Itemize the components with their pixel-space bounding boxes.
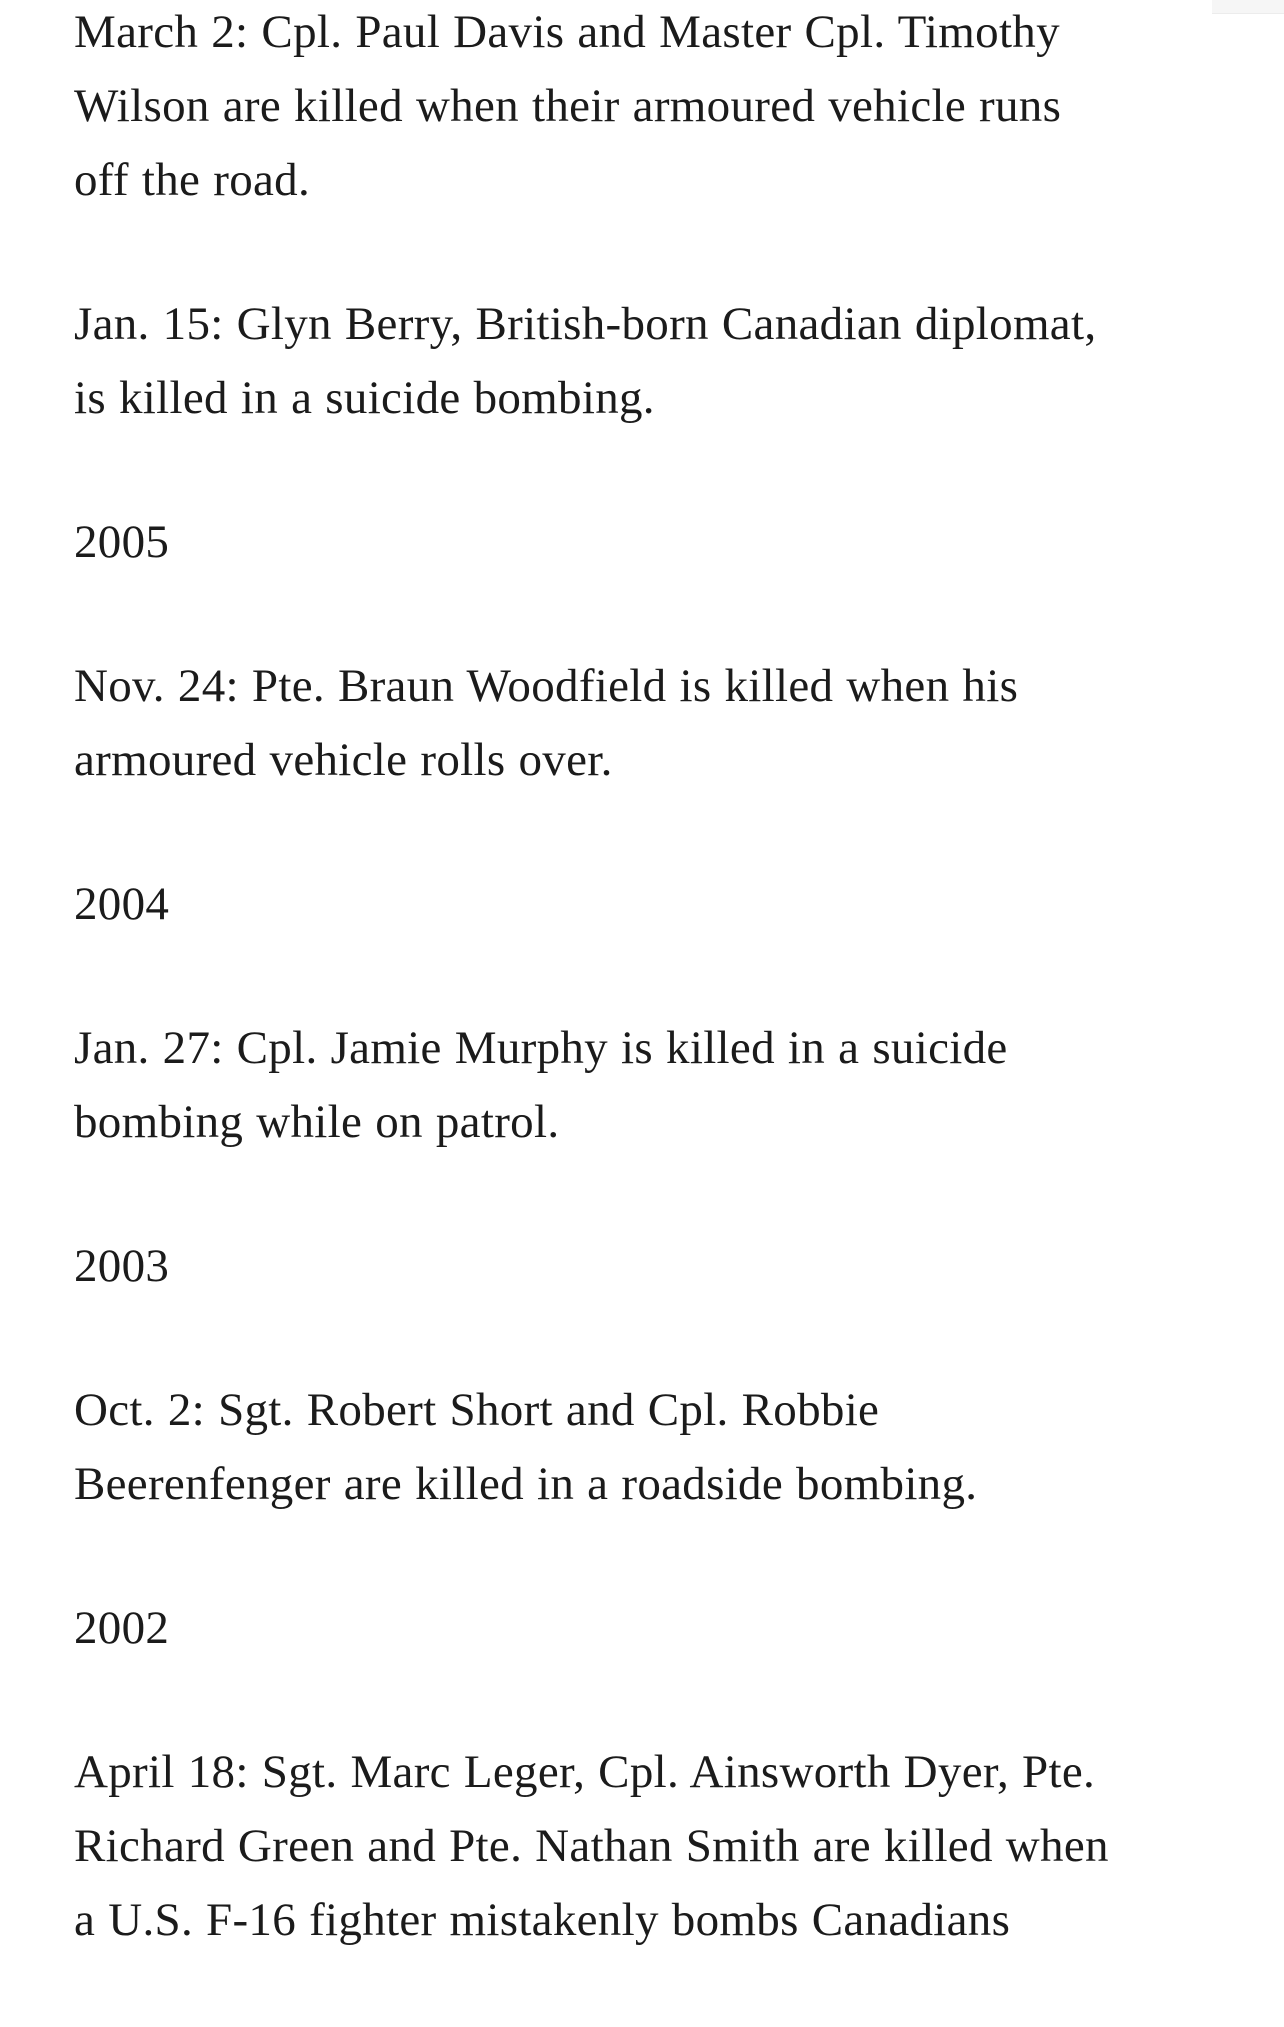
text-line: 2002 bbox=[74, 1602, 170, 1654]
text-line: 2005 bbox=[74, 516, 170, 568]
year-heading bbox=[74, 1591, 1244, 1665]
text-line: is killed in a suicide bombing. bbox=[74, 372, 655, 424]
timeline-event bbox=[74, 1373, 1244, 1521]
timeline-event bbox=[74, 287, 1244, 435]
timeline-event bbox=[74, 1735, 1244, 1957]
text-line: Jan. 15: Glyn Berry, British-born Canadian diplomat, bbox=[74, 298, 1097, 350]
timeline-event bbox=[74, 649, 1244, 797]
text-line: off the road. bbox=[74, 154, 311, 206]
text-line: Oct. 2: Sgt. Robert Short and Cpl. Robbie bbox=[74, 1384, 880, 1436]
text-line: Beerenfenger are killed in a roadside bombing. bbox=[74, 1458, 978, 1510]
text-line: March 2: Cpl. Paul Davis and Master Cpl. Timothy bbox=[74, 6, 1060, 58]
text-line: armoured vehicle rolls over. bbox=[74, 734, 613, 786]
text-line: bombing while on patrol. bbox=[74, 1096, 560, 1148]
year-heading bbox=[74, 505, 1244, 579]
text-line: a U.S. F-16 fighter mistakenly bombs Canadians bbox=[74, 1894, 1011, 1946]
text-line: Richard Green and Pte. Nathan Smith are killed when bbox=[74, 1820, 1109, 1872]
text-line: Nov. 24: Pte. Braun Woodfield is killed when his bbox=[74, 660, 1019, 712]
article-timeline-text bbox=[74, 0, 1244, 2027]
year-heading bbox=[74, 1229, 1244, 1303]
text-line: Jan. 27: Cpl. Jamie Murphy is killed in a suicide bbox=[74, 1022, 1008, 1074]
text-line: 2003 bbox=[74, 1240, 170, 1292]
text-line: 2004 bbox=[74, 878, 170, 930]
text-line: Wilson are killed when their armoured vehicle runs bbox=[74, 80, 1062, 132]
timeline-event bbox=[74, 1011, 1244, 1159]
text-line: April 18: Sgt. Marc Leger, Cpl. Ainsworth Dyer, Pte. bbox=[74, 1746, 1096, 1798]
timeline-event bbox=[74, 0, 1244, 217]
year-heading bbox=[74, 867, 1244, 941]
